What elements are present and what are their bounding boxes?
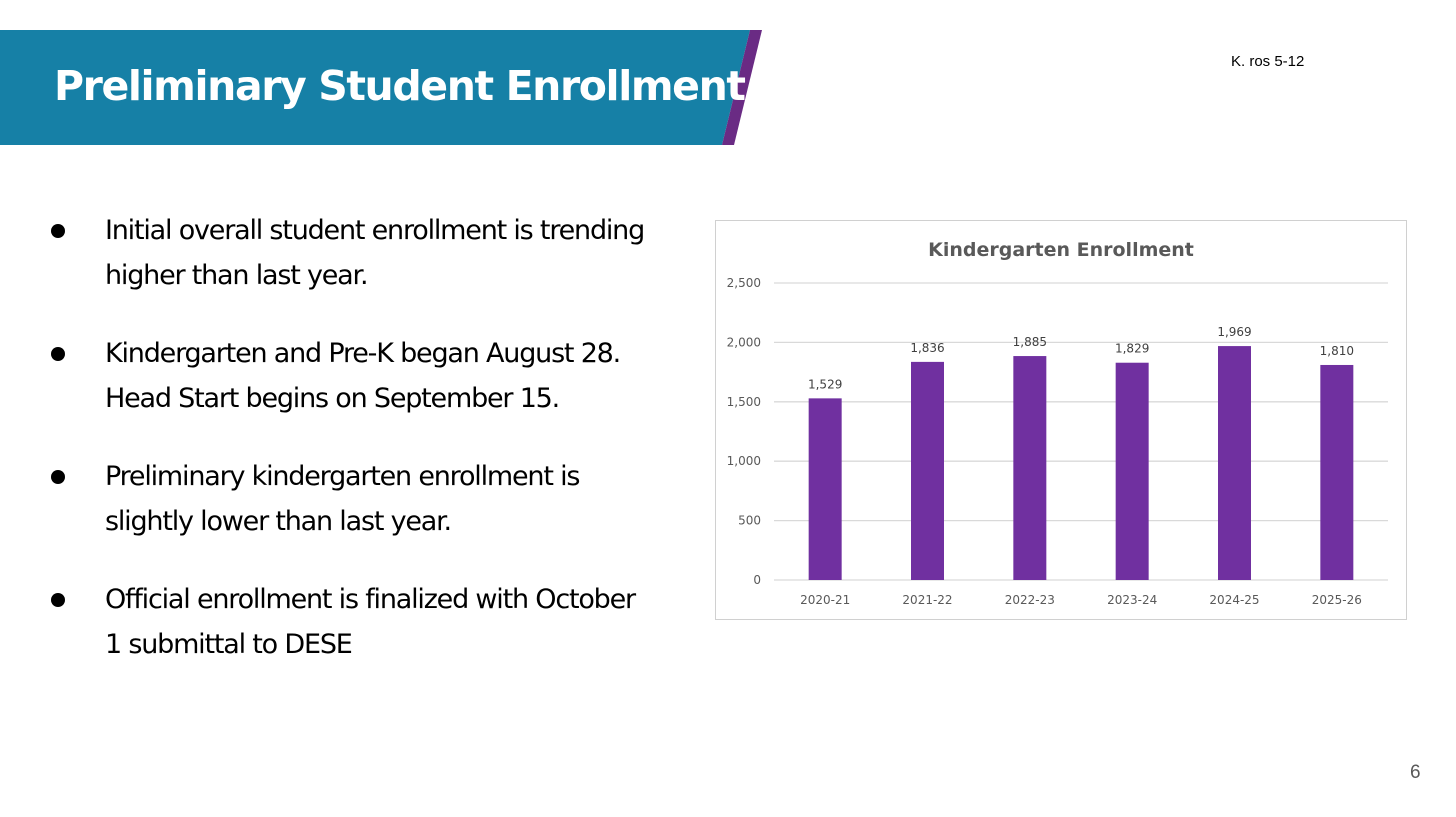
bullet-dot-icon	[51, 347, 65, 361]
y-tick-label: 1,500	[726, 394, 761, 409]
y-tick-label: 2,000	[726, 335, 761, 350]
corner-note: K. ros 5-12	[1231, 53, 1305, 70]
data-label: 1,836	[910, 340, 945, 355]
x-tick-label: 2022-23	[1004, 593, 1055, 607]
slide-title: Preliminary Student Enrollment	[54, 62, 745, 110]
y-tick-label: 2,500	[726, 276, 761, 290]
y-tick-label: 0	[753, 573, 761, 587]
page-number: 6	[1410, 762, 1421, 783]
bullet-text: Kindergarten and Pre-K began August 28. Head Start begins on September 15.	[105, 338, 621, 414]
bullet-list	[48, 208, 648, 700]
bullet-dot-icon	[51, 470, 65, 484]
chart-canvas	[716, 221, 1406, 619]
bullet-text: Initial overall student enrollment is trending higher than last year.	[105, 215, 645, 291]
bullet-item	[48, 577, 648, 667]
y-tick-label: 500	[738, 513, 761, 528]
bullet-dot-icon	[51, 593, 65, 607]
bullet-item	[48, 331, 648, 421]
chart-title: Kindergarten Enrollment	[928, 239, 1194, 261]
bullet-dot-icon	[51, 224, 65, 238]
data-label: 1,529	[807, 377, 843, 392]
bar	[809, 398, 842, 580]
x-tick-label: 2024-25	[1209, 593, 1260, 607]
bar	[1218, 346, 1251, 580]
bullet-item	[48, 208, 648, 298]
data-label: 1,885	[1012, 335, 1048, 350]
x-tick-label: 2025-26	[1311, 593, 1362, 607]
data-label: 1,969	[1217, 325, 1252, 340]
bar	[1013, 356, 1046, 580]
kindergarten-enrollment-chart	[715, 220, 1407, 620]
x-tick-label: 2020-21	[800, 593, 851, 607]
bar	[1116, 363, 1149, 580]
bullet-item	[48, 454, 648, 544]
x-tick-label: 2023-24	[1107, 593, 1158, 607]
bullet-text: Preliminary kindergarten enrollment is slightly lower than last year.	[105, 461, 580, 537]
x-tick-label: 2021-22	[902, 593, 953, 607]
title-banner	[0, 30, 770, 146]
y-tick-label: 1,000	[726, 454, 761, 469]
data-label: 1,810	[1319, 343, 1355, 358]
bullet-text: Official enrollment is finalized with October 1 submittal to DESE	[105, 584, 635, 660]
bar	[1320, 365, 1353, 580]
data-label: 1,829	[1114, 341, 1150, 356]
bar	[911, 362, 944, 580]
